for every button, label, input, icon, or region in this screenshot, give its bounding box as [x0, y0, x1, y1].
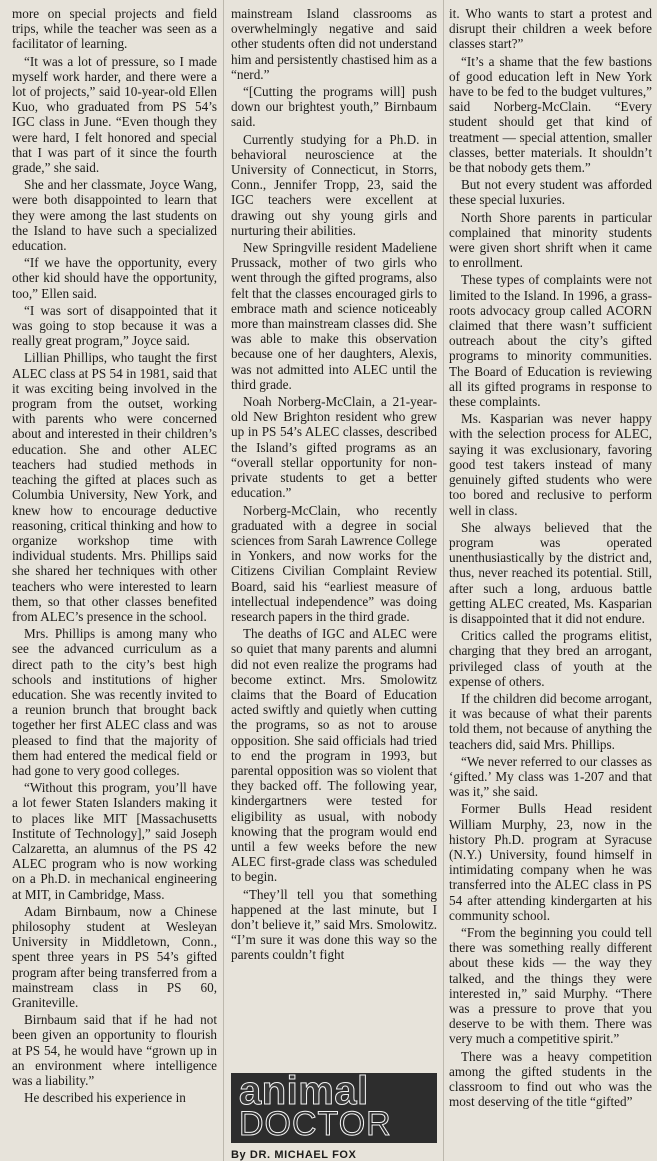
paragraph: Birnbaum said that if he had not been given an opportunity to flourish at PS 54, he would have “grown up in an environment where intelligence was a liability.” [12, 1012, 217, 1089]
paragraph: He described his experience in [24, 1090, 186, 1106]
paragraph: mainstream Island classrooms as overwhelmingly negative and said other students often did not understand him and persistently chastised him as a “nerd.” [231, 6, 437, 82]
article-column-1 [12, 6, 217, 1107]
paragraph: “[Cutting the programs will] push down our brightest youth,” Birnbaum said. [231, 84, 437, 130]
paragraph: These types of complaints were not limited to the Island. In 1996, a grass-roots advocacy group called ACORN claimed that there wasn’t sufficient outreach about the city’s gifted programs to minority communities. The Board of Education is reviewing all its gifted programs in response to these complaints. [449, 272, 652, 410]
paragraph: “From the beginning you could tell there was something really different about these kids — the way they talked, and the things they were interested in,” said Murphy. “There was a pressure to prove that you deserve to be with them. There was very much a competitive spirit.” [449, 924, 652, 1047]
banner-word-doctor: DOCTOR [239, 1105, 392, 1143]
paragraph: Currently studying for a Ph.D. in behavioral neuroscience at the University of Connecticut, in Storrs, Conn., Jennifer Tropp, 23, said the IGC teachers were excellent at drawing out shy young girls and nurturing their abilities. [231, 131, 437, 238]
paragraph: There was a heavy competition among the gifted students in the classroom to find out who was the most deserving of the title “gifted” [449, 1048, 652, 1110]
paragraph: Lillian Phillips, who taught the first ALEC class at PS 54 in 1981, said that it was exciting being involved in the program from the outset, working with parents who were concerned about and interested in their children’s education. She and other ALEC teachers had studied methods in teaching the gifted at places such as Columbia University, New York, and knew how to encourage deductive reasoning, critical thinking and how to organize workshop time with individual students. Mrs. Phillips said she shared her techniques with other teachers who were interested to learn them, so that other classes benefited from ALEC’s presence in the school. [12, 350, 217, 624]
banner-word-animal: animal [239, 1073, 369, 1113]
column-divider [443, 0, 444, 1161]
paragraph: “I was sort of disappointed that it was going to stop because it was a really great program,” Joyce said. [12, 302, 217, 349]
paragraph: Mrs. Phillips is among many who see the advanced curriculum as a direct path to the city’s best high schools and institutions of higher education. She was recently invited to a reunion brunch that brought back together her first ALEC class and was pleased to find that the majority of them had entered the medical field or had gone to very good colleges. [12, 626, 217, 778]
paragraph: “They’ll tell you that something happened at the last minute, but I don’t believe it,” said Mrs. Smolowitz. “I’m sure it was done this way so the parents couldn’t fight [231, 886, 437, 963]
paragraph: “Without this program, you’ll have a lot fewer Staten Islanders making it to places like MIT [Massachusetts Institute of Technology],” said Joseph Calzaretta, an alumnus of the PS 42 ALEC program who is now working on a Ph.D. in mechanical engineering at MIT, in Cambridge, Mass. [12, 780, 217, 902]
paragraph: “It was a lot of pressure, so I made myself work harder, and there were a lot of projects,” said 10-year-old Ellen Kuo, who graduated from PS 54’s IGC class in June. “Even though they were hard, I felt honored and special that I was part of it since the fourth grade,” she said. [12, 53, 217, 176]
paragraph: Adam Birnbaum, now a Chinese philosophy student at Wesleyan University in Middletown, Conn., spent three years in PS 54’s gifted program after being transferred from a mainstream class in PS 60, Graniteville. [12, 903, 217, 1010]
paragraph: it. Who wants to start a protest and disrupt their children a week before classes start?” [449, 6, 652, 52]
paragraph: The deaths of IGC and ALEC were so quiet that many parents and alumni did not even realize the programs had become extinct. Mrs. Smolowitz claims that the Board of Education acted swiftly and quietly when cutting the programs, so as not to arouse opposition. She said officials had tried to end the program in 1993, but parental opposition was so violent that they backed off. The following year, kindergartners were tested for eligibility as usual, with nobody knowing that the program would end until a few weeks before the new ALEC first-grade class was scheduled to begin. [231, 626, 437, 885]
paragraph: Noah Norberg-McClain, a 21-year-old New Brighton resident who grew up in PS 54’s ALEC classes, described the Island’s gifted programs as an “overall stellar opportunity for non-private students to get a better education.” [231, 394, 437, 501]
paragraph: North Shore parents in particular complained that minority students were given short shrift when it came to enrollment. [449, 209, 652, 271]
byline: By DR. MICHAEL FOX [231, 1149, 357, 1161]
paragraph: If the children did become arrogant, it was because of what their parents told them, not because of anything the teachers did, said Mrs. Phillips. [449, 690, 652, 752]
paragraph: But not every student was afforded these special luxuries. [449, 177, 652, 208]
article-column-2 [231, 6, 437, 965]
paragraph: Norberg-McClain, who recently graduated with a degree in social sciences from Sarah Lawrence College in Yonkers, and now works for the Citizens Civilian Complaint Review Board, said his “earliest measure of intellectual independence” was doing research papers in the third grade. [231, 502, 437, 624]
paragraph: Former Bulls Head resident William Murphy, 23, now in the history Ph.D. program at Syracuse (N.Y.) University, found himself in intimidating company when he was transferred into the ALEC class in PS 54 after attending kindergarten at his community school. [449, 801, 652, 923]
paragraph: “It’s a shame that the few bastions of good education left in New York have to be fed to the budget vultures,” said Norberg-McClain. “Every student should get that kind of treatment — special attention, smaller classes, better materials. It shouldn’t be that nobody gets them.” [449, 53, 652, 176]
animal-doctor-column-banner [231, 1073, 437, 1143]
article-column-3 [449, 6, 652, 1111]
paragraph: Ms. Kasparian was never happy with the selection process for ALEC, saying it was exclusionary, favoring good test takers instead of many genuinely gifted students who were too bored and reclusive to perform well in class. [449, 411, 652, 518]
paragraph: She always believed that the program was operated unenthusiastically by the district and, thus, never reached its potential. Still, after such a long, arduous battle getting ALEC created, Ms. Kasparian is disappointed that it did not endure. [449, 519, 652, 626]
paragraph: more on special projects and field trips, while the teacher was seen as a facilitator of learning. [12, 6, 217, 52]
paragraph: She and her classmate, Joyce Wang, were both disappointed to learn that they were among the last students on the Island to have such a specialized education. [12, 177, 217, 254]
paragraph: “If we have the opportunity, every other kid should have the opportunity, too,” Ellen said. [12, 255, 217, 301]
paragraph: Critics called the programs elitist, charging that they bred an arrogant, privileged class of youth at the expense of others. [449, 628, 652, 689]
paragraph: “We never referred to our classes as ‘gifted.’ My class was 1-207 and that was it,” she said. [449, 753, 652, 800]
column-divider [223, 0, 224, 1161]
paragraph: New Springville resident Madeliene Prussack, mother of two girls who went through the gifted programs, also felt that the classes encouraged girls to embrace math and science noticeably more than mainstream classes did. She was able to make this observation because one of her daughters, Alexis, was not admitted into ALEC until the third grade. [231, 240, 437, 392]
